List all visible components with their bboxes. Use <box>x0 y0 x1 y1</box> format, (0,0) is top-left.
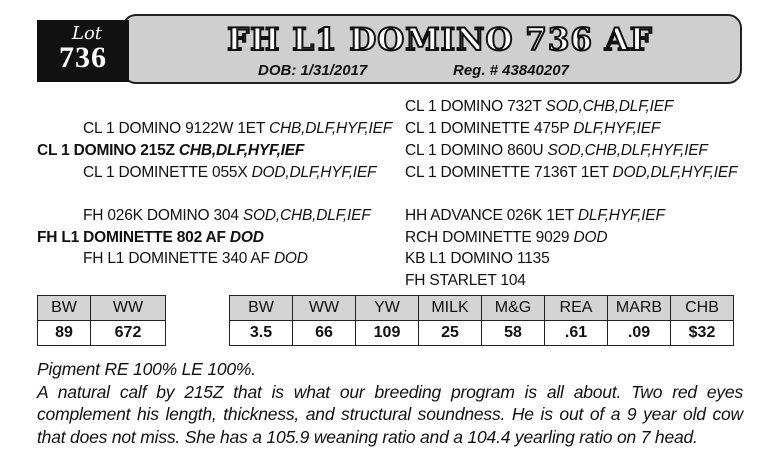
ped-sire-dam: CL 1 DOMINETTE 055X DOD,DLF,HYF,IEF <box>83 164 377 181</box>
ped-dam-sire-sire: HH ADVANCE 026K 1ET DLF,HYF,IEF <box>405 207 665 224</box>
epd-table <box>229 295 734 346</box>
lot-badge <box>37 20 129 82</box>
ped-dam-dam: FH L1 DOMINETTE 340 AF DOD <box>83 250 308 267</box>
epd-header: BW <box>230 296 293 321</box>
epd-value: 66 <box>293 321 356 346</box>
animal-name: FH L1 DOMINO 736 AF <box>227 22 653 58</box>
ped-sire-dam-dam: CL 1 DOMINETTE 7136T 1ET DOD,DLF,HYF,IEF <box>405 164 738 181</box>
epd-header: MILK <box>419 296 482 321</box>
epd-value: 25 <box>419 321 482 346</box>
epd-header: YW <box>356 296 419 321</box>
epd-header: WW <box>293 296 356 321</box>
description <box>37 358 743 448</box>
dob: DOB: 1/31/2017 <box>258 62 368 79</box>
epd-value: 109 <box>356 321 419 346</box>
ped-dam-dam-sire: KB L1 DOMINO 1135 <box>405 250 550 267</box>
actual-header: WW <box>91 296 166 321</box>
epd-value: $32 <box>671 321 734 346</box>
ped-sire-dam-sire: CL 1 DOMINO 860U SOD,CHB,DLF,HYF,IEF <box>405 142 708 159</box>
actual-value: 672 <box>91 321 166 346</box>
description-text: A natural calf by 215Z that is what our breeding program is all about. Two red eyes complement his length, thickness, and structural soundness. He is out of a 9 year old cow that does not miss. She has a 105.9 weaning ratio and a 104.4 yearling ratio on 7 head. <box>37 381 743 447</box>
ped-dam-sire-dam: RCH DOMINETTE 9029 DOD <box>405 229 608 246</box>
epd-header: REA <box>545 296 608 321</box>
ped-dam-dam-dam: FH STARLET 104 <box>405 272 526 289</box>
registration-number: Reg. # 43840207 <box>453 62 569 79</box>
lot-label: Lot <box>71 23 103 44</box>
ped-dam-sire: FH 026K DOMINO 304 SOD,CHB,DLF,IEF <box>83 207 371 224</box>
epd-value: 3.5 <box>230 321 293 346</box>
actual-value: 89 <box>38 321 91 346</box>
epd-header: MARB <box>608 296 671 321</box>
epd-value: .09 <box>608 321 671 346</box>
epd-value: 58 <box>482 321 545 346</box>
actual-header: BW <box>38 296 91 321</box>
ped-sire: CL 1 DOMINO 215Z CHB,DLF,HYF,IEF <box>37 142 305 159</box>
ped-dam: FH L1 DOMINETTE 802 AF DOD <box>37 229 264 246</box>
epd-header: CHB <box>671 296 734 321</box>
ped-sire-sire-dam: CL 1 DOMINETTE 475P DLF,HYF,IEF <box>405 120 661 137</box>
epd-header: M&G <box>482 296 545 321</box>
ped-sire-sire-sire: CL 1 DOMINO 732T SOD,CHB,DLF,IEF <box>405 98 674 115</box>
actual-weights-table <box>37 295 166 346</box>
ped-sire-sire: CL 1 DOMINO 9122W 1ET CHB,DLF,HYF,IEF <box>83 120 393 137</box>
lot-number: 736 <box>59 41 107 74</box>
epd-value: .61 <box>545 321 608 346</box>
pigment-note: Pigment RE 100% LE 100%. <box>37 359 256 379</box>
